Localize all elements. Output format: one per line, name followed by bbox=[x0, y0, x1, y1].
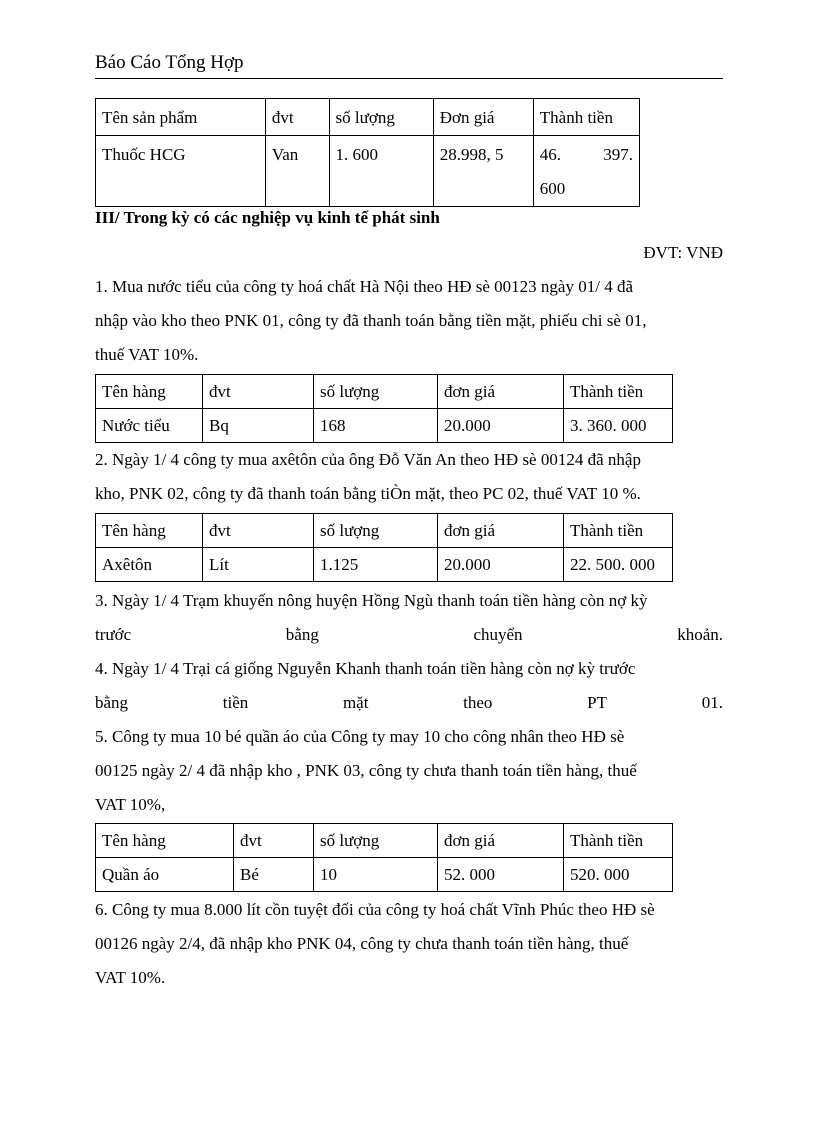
item-1 bbox=[95, 270, 723, 372]
table-header-cell: Tên hàng bbox=[96, 824, 234, 858]
table-row bbox=[96, 858, 673, 892]
item-6 bbox=[95, 893, 723, 995]
table-cell: 1. 600 bbox=[329, 136, 433, 207]
table-header-cell: đvt bbox=[203, 514, 314, 548]
table-cell: 520. 000 bbox=[564, 858, 673, 892]
page-header bbox=[95, 52, 723, 79]
item-4 bbox=[95, 652, 723, 720]
table-header-cell: Đơn giá bbox=[433, 99, 533, 136]
table-header-cell: số lượng bbox=[314, 375, 438, 409]
table-cell: 52. 000 bbox=[438, 858, 564, 892]
text-line: nhập vào kho theo PNK 01, công ty đã thanh toán bằng tiền mặt, phiếu chi sè 01, bbox=[95, 311, 647, 330]
table-row bbox=[96, 548, 673, 582]
text-line: 5. Công ty mua 10 bé quần áo của Công ty may 10 cho công nhân theo HĐ sè bbox=[95, 727, 625, 746]
text-line: 2. Ngày 1/ 4 công ty mua axêtôn của ông Đỗ Văn An theo HĐ sè 00124 đã nhập bbox=[95, 450, 641, 469]
table-header-cell: Thành tiền bbox=[564, 375, 673, 409]
table-cell: 3. 360. 000 bbox=[564, 409, 673, 443]
word: mặt bbox=[342, 693, 369, 712]
text-line: kho, PNK 02, công ty đã thanh toán bằng tiÒn mặt, theo PC 02, thuế VAT 10 %. bbox=[95, 484, 641, 503]
table-cell: 20.000 bbox=[438, 548, 564, 582]
table-cell: Nước tiểu bbox=[96, 409, 203, 443]
table-header-cell: Tên hàng bbox=[96, 375, 203, 409]
word: bằng bbox=[285, 625, 319, 644]
table-header-cell: Thành tiền bbox=[564, 824, 673, 858]
table-cell bbox=[533, 136, 639, 207]
text-line: VAT 10%. bbox=[95, 968, 166, 987]
item-3 bbox=[95, 584, 723, 652]
table-header-row bbox=[96, 375, 673, 409]
table-header-row bbox=[96, 824, 673, 858]
word: chuyển bbox=[473, 625, 523, 644]
item-5 bbox=[95, 720, 723, 822]
table-header-cell: số lượng bbox=[314, 824, 438, 858]
table-header-cell: Thành tiền bbox=[564, 514, 673, 548]
amount-part: 397. bbox=[603, 145, 633, 164]
table-header-cell: Tên sản phẩm bbox=[96, 99, 266, 136]
text-line: 1. Mua nước tiểu của công ty hoá chất Hà Nội theo HĐ sè 00123 ngày 01/ 4 đã bbox=[95, 277, 633, 296]
table-header-row bbox=[96, 514, 673, 548]
amount-part: 600 bbox=[539, 179, 566, 198]
table-cell: Quần áo bbox=[96, 858, 234, 892]
word: khoản. bbox=[677, 625, 723, 644]
table-header-row bbox=[96, 99, 640, 136]
text-line: 00126 ngày 2/4, đã nhập kho PNK 04, công ty chưa thanh toán tiền hàng, thuế bbox=[95, 934, 629, 953]
section-heading: III/ Trong kỳ có các nghiệp vụ kinh tế phát sinh bbox=[95, 208, 440, 227]
table-header-cell: đơn giá bbox=[438, 375, 564, 409]
word: theo bbox=[463, 693, 493, 712]
table-cell: Bé bbox=[234, 858, 314, 892]
table-cell: Thuốc HCG bbox=[96, 136, 266, 207]
table-header-cell: đvt bbox=[234, 824, 314, 858]
amount-part: 46. bbox=[539, 145, 562, 164]
product-table bbox=[95, 98, 640, 207]
goods-table-3 bbox=[95, 823, 673, 892]
word: bằng bbox=[95, 693, 129, 712]
text-line: VAT 10%, bbox=[95, 795, 166, 814]
word: trước bbox=[95, 625, 132, 644]
goods-table-1 bbox=[95, 374, 673, 443]
table-header-cell: Thành tiền bbox=[533, 99, 639, 136]
table-header-cell: Tên hàng bbox=[96, 514, 203, 548]
text-line: 4. Ngày 1/ 4 Trại cá giống Nguyễn Khanh thanh toán tiền hàng còn nợ kỳ trước bbox=[95, 659, 636, 678]
text-line: 3. Ngày 1/ 4 Trạm khuyến nông huyện Hồng Ngù thanh toán tiền hàng còn nợ kỳ bbox=[95, 591, 648, 610]
text-line bbox=[95, 618, 723, 652]
table-header-cell: đvt bbox=[265, 99, 329, 136]
table-cell: 22. 500. 000 bbox=[564, 548, 673, 582]
table-header-cell: đơn giá bbox=[438, 514, 564, 548]
table-header-cell: đơn giá bbox=[438, 824, 564, 858]
word: 01. bbox=[701, 693, 723, 712]
table-cell: Axêtôn bbox=[96, 548, 203, 582]
table-cell: Van bbox=[265, 136, 329, 207]
table-cell: 28.998, 5 bbox=[433, 136, 533, 207]
text-line: thuế VAT 10%. bbox=[95, 345, 199, 364]
text-line bbox=[95, 686, 723, 720]
table-header-cell: số lượng bbox=[314, 514, 438, 548]
page-title: Báo Cáo Tổng Hợp bbox=[95, 52, 244, 73]
table-cell: 20.000 bbox=[438, 409, 564, 443]
goods-table-2 bbox=[95, 513, 673, 582]
word: PT bbox=[587, 693, 607, 712]
table-cell: Lít bbox=[203, 548, 314, 582]
table-cell: 1.125 bbox=[314, 548, 438, 582]
text-line: 6. Công ty mua 8.000 lít cồn tuyệt đối của công ty hoá chất Vĩnh Phúc theo HĐ sè bbox=[95, 900, 655, 919]
amount-line bbox=[540, 138, 633, 172]
text-line: 00125 ngày 2/ 4 đã nhập kho , PNK 03, công ty chưa thanh toán tiền hàng, thuế bbox=[95, 761, 637, 780]
table-cell: 168 bbox=[314, 409, 438, 443]
table-header-cell: số lượng bbox=[329, 99, 433, 136]
word: tiền bbox=[222, 693, 249, 712]
item-2 bbox=[95, 443, 723, 511]
table-cell: 10 bbox=[314, 858, 438, 892]
table-cell: Bq bbox=[203, 409, 314, 443]
unit-label: ĐVT: VNĐ bbox=[643, 243, 723, 262]
table-row bbox=[96, 136, 640, 207]
table-row bbox=[96, 409, 673, 443]
table-header-cell: đvt bbox=[203, 375, 314, 409]
